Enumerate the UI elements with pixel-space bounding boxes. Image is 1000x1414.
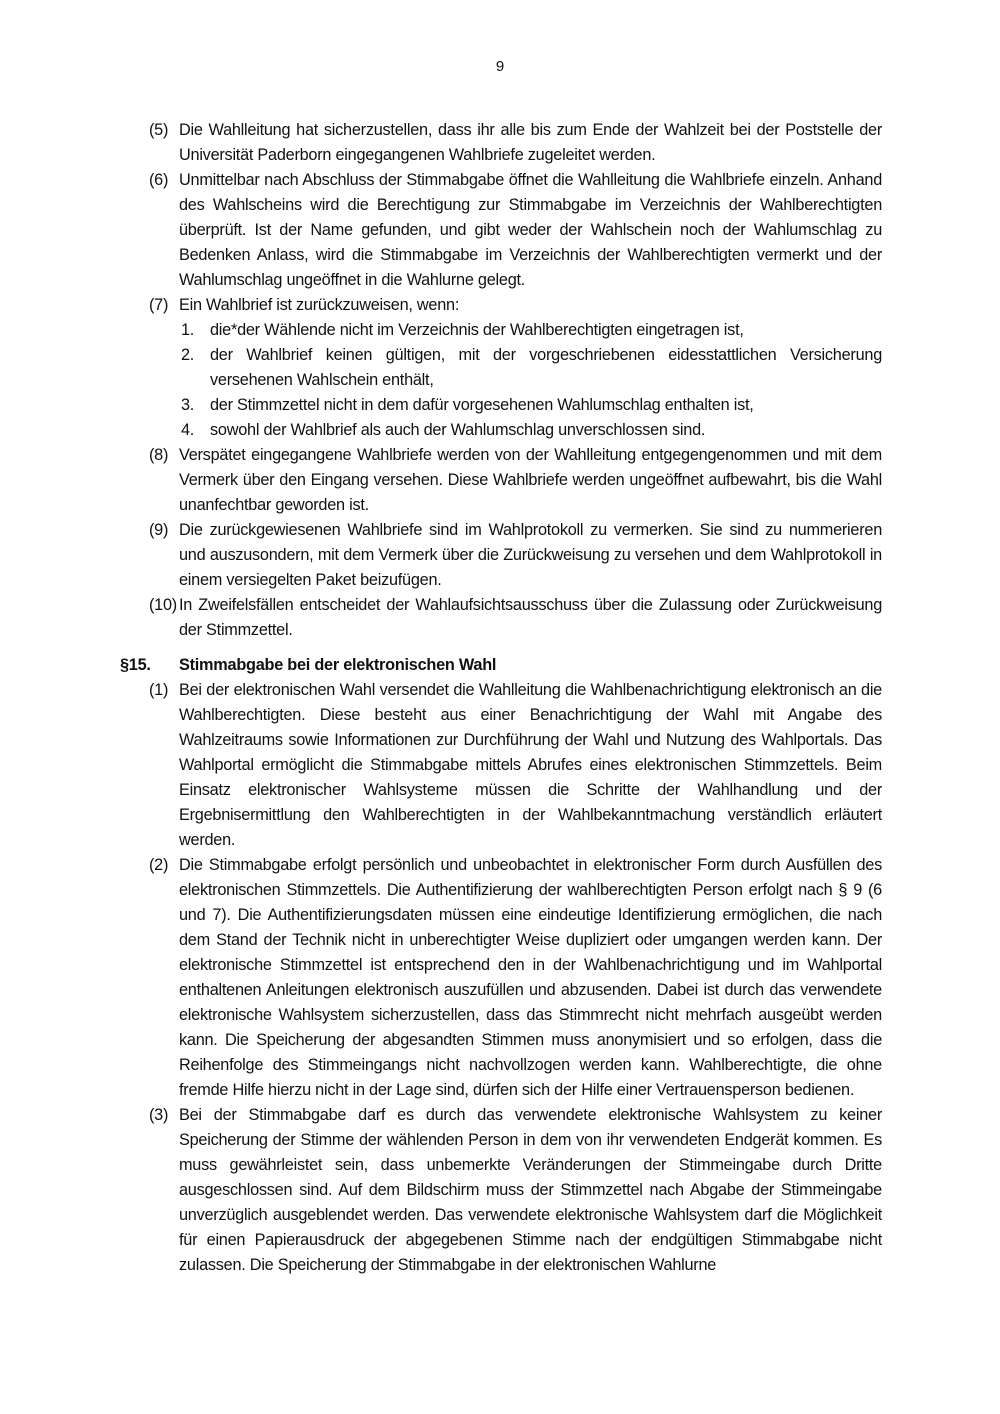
section-15-paragraph-2 xyxy=(120,853,882,1103)
paragraph-7 xyxy=(120,293,882,443)
paragraph-number: (2) xyxy=(149,856,169,874)
section-number: §15. xyxy=(120,656,151,674)
list-item-text: der Wahlbrief keinen gültigen, mit der vorgeschriebenen eidesstattlichen Versicherung versehenen Wahlschein enthält, xyxy=(210,346,882,389)
paragraph-5 xyxy=(120,118,882,168)
paragraph-number: (6) xyxy=(149,171,169,189)
list-item xyxy=(175,393,882,418)
section-15-paragraph-3 xyxy=(120,1103,882,1278)
paragraph-text: Bei der Stimmabgabe darf es durch das verwendete elektronische Wahlsystem zu keiner Speicherung der Stimme der wählenden Person in dem von ihr verwendeten Endgerät kommen. Es muss gewährleistet sein, dass unbemerkte Veränderungen der Stimmeingabe durch Dritte ausgeschlossen sind. Auf dem Bildschirm muss der Stimmzettel nach Abgabe der Stimmeingabe unverzüglich ausgeblendet werden. Das verwendete elektronische Wahlsystem darf die Möglichkeit für einen Papierausdruck der abgegebenen Stimme nach der endgültigen Stimmabgabe nicht zulassen. Die Speicherung der Stimmabgabe in der elektronischen Wahlurne xyxy=(179,1106,882,1274)
paragraph-number: (5) xyxy=(149,121,169,139)
section-title: Stimmabgabe bei der elektronischen Wahl xyxy=(179,656,497,674)
paragraph-text: Die Stimmabgabe erfolgt persönlich und unbeobachtet in elektronischer Form durch Ausfüllen des elektronischen Stimmzettels. Die Authentifizierung der wahlberechtigten Person erfolgt nach § 9 (6 und 7). Die Authentifizierungsdaten müssen eine eindeutige Identifizierung ermöglichen, die nach dem Stand der Technik nicht in unberechtigter Weise dupliziert oder umgangen werden kann. Der elektronische Stimmzettel ist entsprechend den in der Wahlbenachrichtigung und im Wahlportal enthaltenen Anleitungen elektronisch auszufüllen und abzusenden. Dabei ist durch das verwendete elektronische Wahlsystem sicherzustellen, dass das Stimmrecht nicht mehrfach ausgeübt werden kann. Die Speicherung der abgesandten Stimmen muss anonymisiert und so erfolgen, dass die Reihenfolge des Stimmeingangs nicht nachvollzogen werden kann. Wahlberechtigte, die ohne fremde Hilfe hierzu nicht in der Lage sind, dürfen sich der Hilfe einer Vertrauensperson bedienen. xyxy=(179,856,882,1099)
paragraph-text: Die zurückgewiesenen Wahlbriefe sind im Wahlprotokoll zu vermerken. Sie sind zu nummerieren und auszusondern, mit dem Vermerk über die Zurückweisung zu versehen und dem Wahlprotokoll in einem versiegelten Paket beizufügen. xyxy=(179,521,882,589)
list-item xyxy=(175,343,882,393)
list-item-text: sowohl der Wahlbrief als auch der Wahlumschlag unverschlossen sind. xyxy=(210,421,706,439)
paragraph-text: Unmittelbar nach Abschluss der Stimmabgabe öffnet die Wahlleitung die Wahlbriefe einzeln. Anhand des Wahlscheins wird die Berechtigung zur Stimmabgabe im Verzeichnis der Wahlberechtigten überprüft. Ist der Name gefunden, und gibt weder der Wahlschein noch der Wahlumschlag zu Bedenken Anlass, wird die Stimmabgabe im Verzeichnis der Wahlberechtigten vermerkt und der Wahlumschlag ungeöffnet in die Wahlurne gelegt. xyxy=(179,171,882,289)
list-item xyxy=(175,318,882,343)
list-item xyxy=(175,418,882,443)
paragraph-number: (8) xyxy=(149,446,169,464)
section-heading xyxy=(120,653,882,678)
list-item-number: 3. xyxy=(181,396,195,414)
section-15-paragraph-1 xyxy=(120,678,882,853)
paragraph-number: (1) xyxy=(149,681,169,699)
list-item-number: 4. xyxy=(181,421,195,439)
paragraph-text: Die Wahlleitung hat sicherzustellen, dass ihr alle bis zum Ende der Wahlzeit bei der Poststelle der Universität Paderborn eingegangenen Wahlbriefe zugeleitet werden. xyxy=(179,121,882,164)
paragraph-text: In Zweifelsfällen entscheidet der Wahlaufsichtsausschuss über die Zulassung oder Zurückweisung der Stimmzettel. xyxy=(179,596,882,639)
rejection-conditions-list xyxy=(175,318,882,443)
paragraph-text: Ein Wahlbrief ist zurückzuweisen, wenn: xyxy=(179,296,460,314)
document-body xyxy=(120,118,882,1278)
page-number: 9 xyxy=(495,58,505,75)
paragraph-10 xyxy=(120,593,882,643)
paragraph-8 xyxy=(120,443,882,518)
list-item-text: der Stimmzettel nicht in dem dafür vorgesehenen Wahlumschlag enthalten ist, xyxy=(210,396,754,414)
list-item-number: 2. xyxy=(181,346,195,364)
paragraph-number: (10) xyxy=(149,596,177,614)
paragraph-6 xyxy=(120,168,882,293)
paragraph-number: (7) xyxy=(149,296,169,314)
paragraph-number: (9) xyxy=(149,521,169,539)
list-item-text: die*der Wählende nicht im Verzeichnis der Wahlberechtigten eingetragen ist, xyxy=(210,321,744,339)
paragraph-9 xyxy=(120,518,882,593)
paragraph-number: (3) xyxy=(149,1106,169,1124)
paragraph-text: Bei der elektronischen Wahl versendet die Wahlleitung die Wahlbenachrichtigung elektronisch an die Wahlberechtigten. Diese besteht aus einer Benachrichtigung der Wahl mit Angabe des Wahlzeitraums sowie Informationen zur Durchführung der Wahl und Nutzung des Wahlportals. Das Wahlportal ermöglicht die Stimmabgabe mittels Abrufes eines elektronischen Stimmzettels. Beim Einsatz elektronischer Wahlsysteme müssen die Schritte der Wahlhandlung und der Ergebnisermittlung den Wahlberechtigten in der Wahlbekanntmachung verständlich erläutert werden. xyxy=(179,681,882,849)
list-item-number: 1. xyxy=(181,321,195,339)
paragraph-text: Verspätet eingegangene Wahlbriefe werden von der Wahlleitung entgegengenommen und mit dem Vermerk über den Eingang versehen. Diese Wahlbriefe werden ungeöffnet aufbewahrt, bis die Wahl unanfechtbar geworden ist. xyxy=(179,446,882,514)
